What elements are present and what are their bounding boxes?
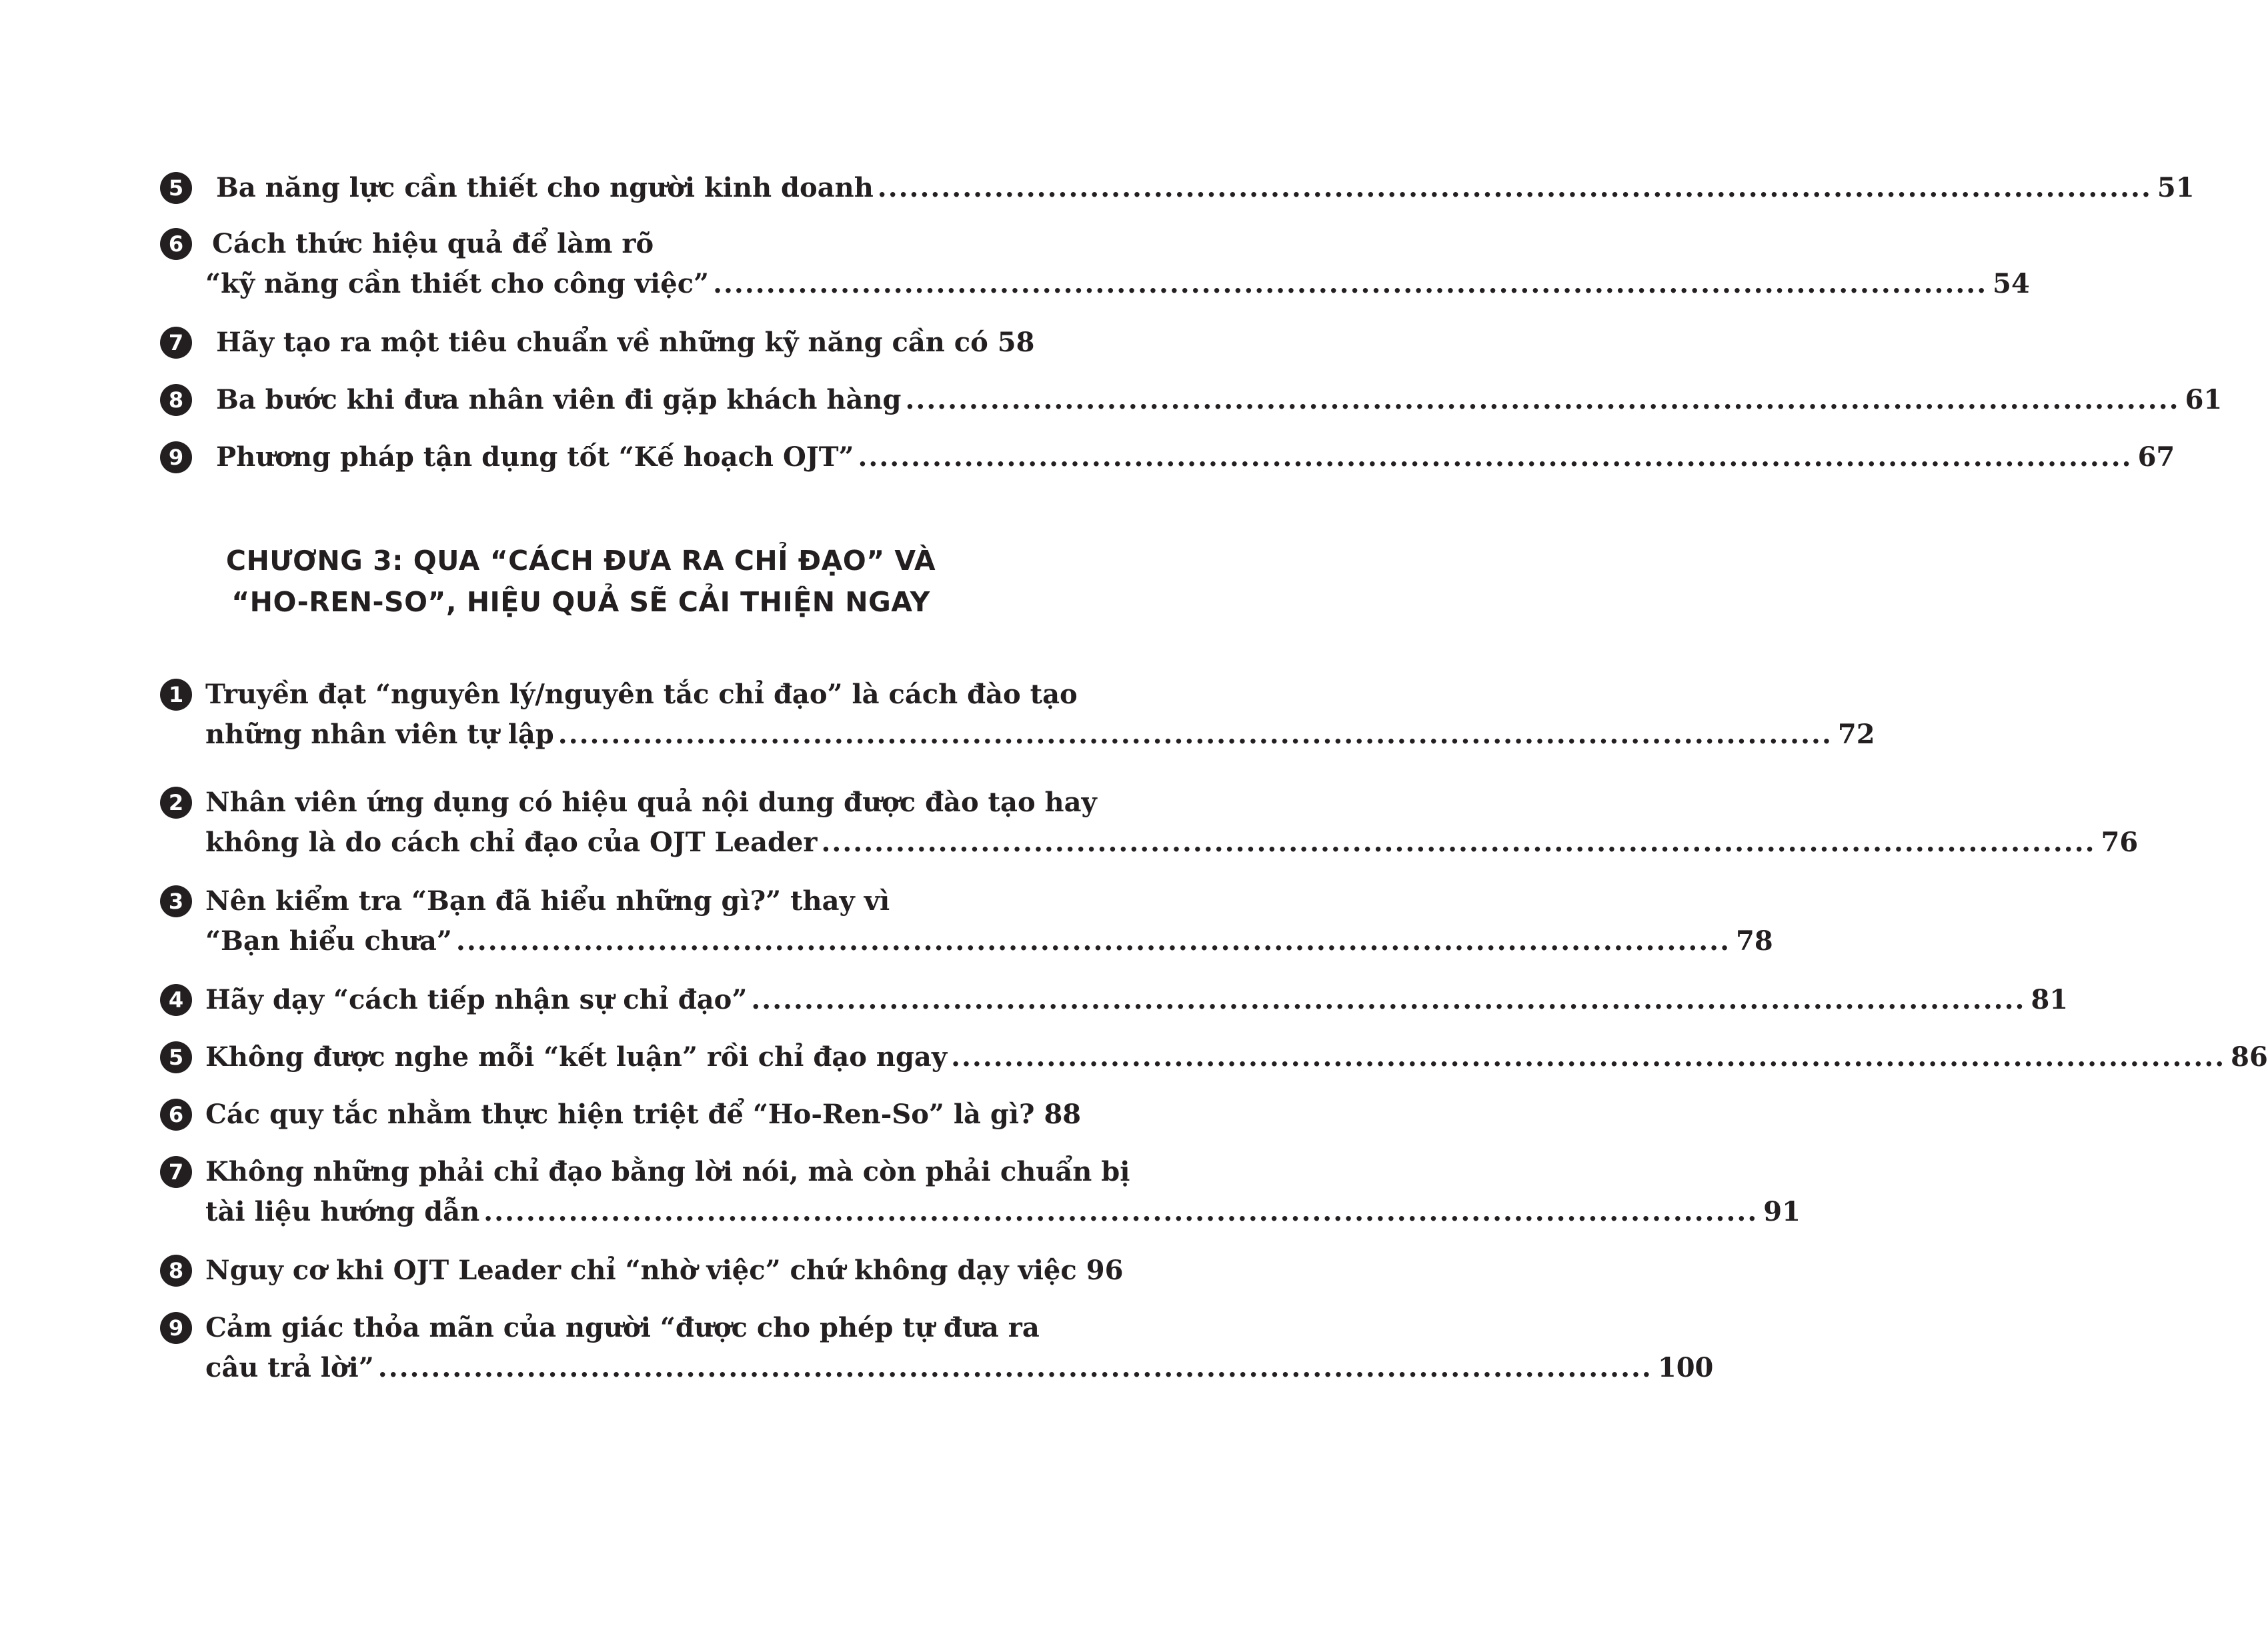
chapter-heading-line-1: CHƯƠNG 3: QUA “CÁCH ĐƯA RA CHỈ ĐẠO” VÀ: [225, 545, 936, 577]
page-number: 58: [997, 327, 1035, 358]
toc-line: [205, 1152, 1130, 1192]
page-number: 78: [1736, 925, 1773, 957]
toc-entry: [160, 437, 2175, 477]
dot-leader: ........................................................................................................................: [821, 827, 2096, 858]
page-number: 91: [1763, 1196, 1801, 1227]
toc-entry: [160, 675, 1875, 755]
entry-title: Nhân viên ứng dụng có hiệu quả nội dung được đào tạo hay: [205, 787, 1097, 818]
entry-number-badge: 7: [160, 327, 192, 359]
dot-leader: ........................................................................................................................: [877, 172, 2152, 203]
page-number: 81: [2031, 984, 2069, 1015]
toc-line: [205, 1192, 1801, 1232]
toc-entry: [160, 323, 1035, 363]
toc-entry: [160, 1095, 1082, 1135]
toc-line: [216, 380, 2223, 420]
entry-title: Nguy cơ khi OJT Leader chỉ “nhờ việc” chứ không dạy việc: [205, 1255, 1077, 1286]
page-number: 51: [2157, 172, 2195, 203]
toc-line: [205, 675, 1078, 715]
page-number: 88: [1044, 1099, 1082, 1130]
toc-line: [216, 323, 1035, 363]
entry-title-continued: những nhân viên tự lập: [205, 719, 554, 750]
toc-entry: [160, 1152, 1801, 1232]
page-number: 100: [1657, 1352, 1714, 1383]
toc-line: [205, 921, 1773, 961]
entry-title-continued: không là do cách chỉ đạo của OJT Leader: [205, 827, 818, 858]
toc-line: [205, 264, 2030, 304]
dot-leader: ........................................................................................................................: [483, 1196, 1759, 1227]
entry-title: Hãy dạy “cách tiếp nhận sự chỉ đạo”: [205, 984, 748, 1015]
toc-entry: [160, 380, 2223, 420]
dot-leader: ........................................................................................................................: [858, 441, 2133, 473]
toc-line: [205, 783, 1097, 823]
toc-line: [205, 1308, 1040, 1348]
toc-entry: [160, 881, 1773, 961]
page-number: 61: [2185, 384, 2223, 415]
toc-entry: [160, 783, 2139, 863]
entry-number-badge: 3: [160, 885, 192, 917]
entry-number-badge: 1: [160, 679, 192, 711]
toc-entry: [160, 168, 2195, 208]
entry-number-badge: 2: [160, 787, 192, 819]
entry-title-continued: “Bạn hiểu chưa”: [205, 925, 452, 957]
entry-title: Không những phải chỉ đạo bằng lời nói, mà còn phải chuẩn bị: [205, 1156, 1130, 1187]
page-number: 72: [1837, 719, 1875, 750]
dot-leader: ........................................................................................................................: [951, 1041, 2226, 1073]
entry-number-badge: 9: [160, 441, 192, 473]
toc-line: [205, 1348, 1714, 1388]
toc-line: [205, 980, 2069, 1020]
dot-leader: ........................................................................................................................: [557, 719, 1833, 750]
entry-title: Nên kiểm tra “Bạn đã hiểu những gì?” thay vì: [205, 885, 890, 917]
entry-number-badge: 6: [160, 228, 192, 260]
entry-number-badge: 8: [160, 1255, 192, 1287]
toc-line: [205, 1095, 1082, 1135]
entry-number-badge: 9: [160, 1312, 192, 1344]
entry-title: Truyền đạt “nguyên lý/nguyên tắc chỉ đạo” là cách đào tạo: [205, 679, 1078, 710]
entry-title: Phương pháp tận dụng tốt “Kế hoạch OJT”: [216, 441, 854, 473]
chapter-heading: [160, 540, 1002, 623]
entry-number-badge: 7: [160, 1156, 192, 1188]
toc-line: [205, 1251, 1124, 1291]
toc-entry: [160, 1251, 1124, 1291]
toc-line: [205, 715, 1875, 755]
entry-number-badge: 4: [160, 984, 192, 1016]
toc-line: [205, 881, 1002, 921]
entry-title: Hãy tạo ra một tiêu chuẩn về những kỹ năng cần có: [216, 327, 988, 358]
dot-leader: ........................................................................................................................: [455, 925, 1731, 957]
page-number: 76: [2101, 827, 2139, 858]
entry-title-continued: tài liệu hướng dẫn: [205, 1196, 480, 1227]
dot-leader: ........................................................................................................................: [713, 268, 1988, 299]
toc-entry: [160, 1037, 2268, 1077]
dot-leader: ........................................................................................................................: [905, 384, 2180, 415]
entry-title: Cách thức hiệu quả để làm rõ: [212, 228, 654, 259]
entry-title-continued: câu trả lời”: [205, 1352, 374, 1383]
entry-title: Ba bước khi đưa nhân viên đi gặp khách hàng: [216, 384, 902, 415]
toc-line: [212, 224, 987, 264]
entry-number-badge: 5: [160, 1041, 192, 1073]
toc-entry: [160, 980, 2069, 1020]
entry-number-badge: 6: [160, 1099, 192, 1131]
entry-title: Cảm giác thỏa mãn của người “được cho phép tự đưa ra: [205, 1312, 1040, 1343]
toc-line: [216, 437, 2175, 477]
page-number: 96: [1086, 1255, 1124, 1286]
entry-number-badge: 8: [160, 384, 192, 416]
entry-title: Các quy tắc nhằm thực hiện triệt để “Ho-Ren-So” là gì?: [205, 1099, 1035, 1130]
dot-leader: ........................................................................................................................: [751, 984, 2026, 1015]
toc-line: [216, 168, 2195, 208]
entry-title: Ba năng lực cần thiết cho người kinh doanh: [216, 172, 874, 203]
page-number: 86: [2231, 1041, 2268, 1073]
toc-line: [205, 1037, 2268, 1077]
page-number: 67: [2137, 441, 2175, 473]
dot-leader: ........................................................................................................................: [377, 1352, 1652, 1383]
entry-number-badge: 5: [160, 172, 192, 204]
toc-entry: [160, 1308, 1714, 1388]
toc-entry: [160, 224, 2030, 304]
entry-title-continued: “kỹ năng cần thiết cho công việc”: [205, 268, 710, 299]
entry-title: Không được nghe mỗi “kết luận” rồi chỉ đạo ngay: [205, 1041, 948, 1073]
toc-line: [205, 823, 2139, 863]
page-number: 54: [1993, 268, 2030, 299]
chapter-heading-line-2: “HO-REN-SO”, HIỆU QUẢ SẼ CẢI THIỆN NGAY: [231, 586, 930, 618]
